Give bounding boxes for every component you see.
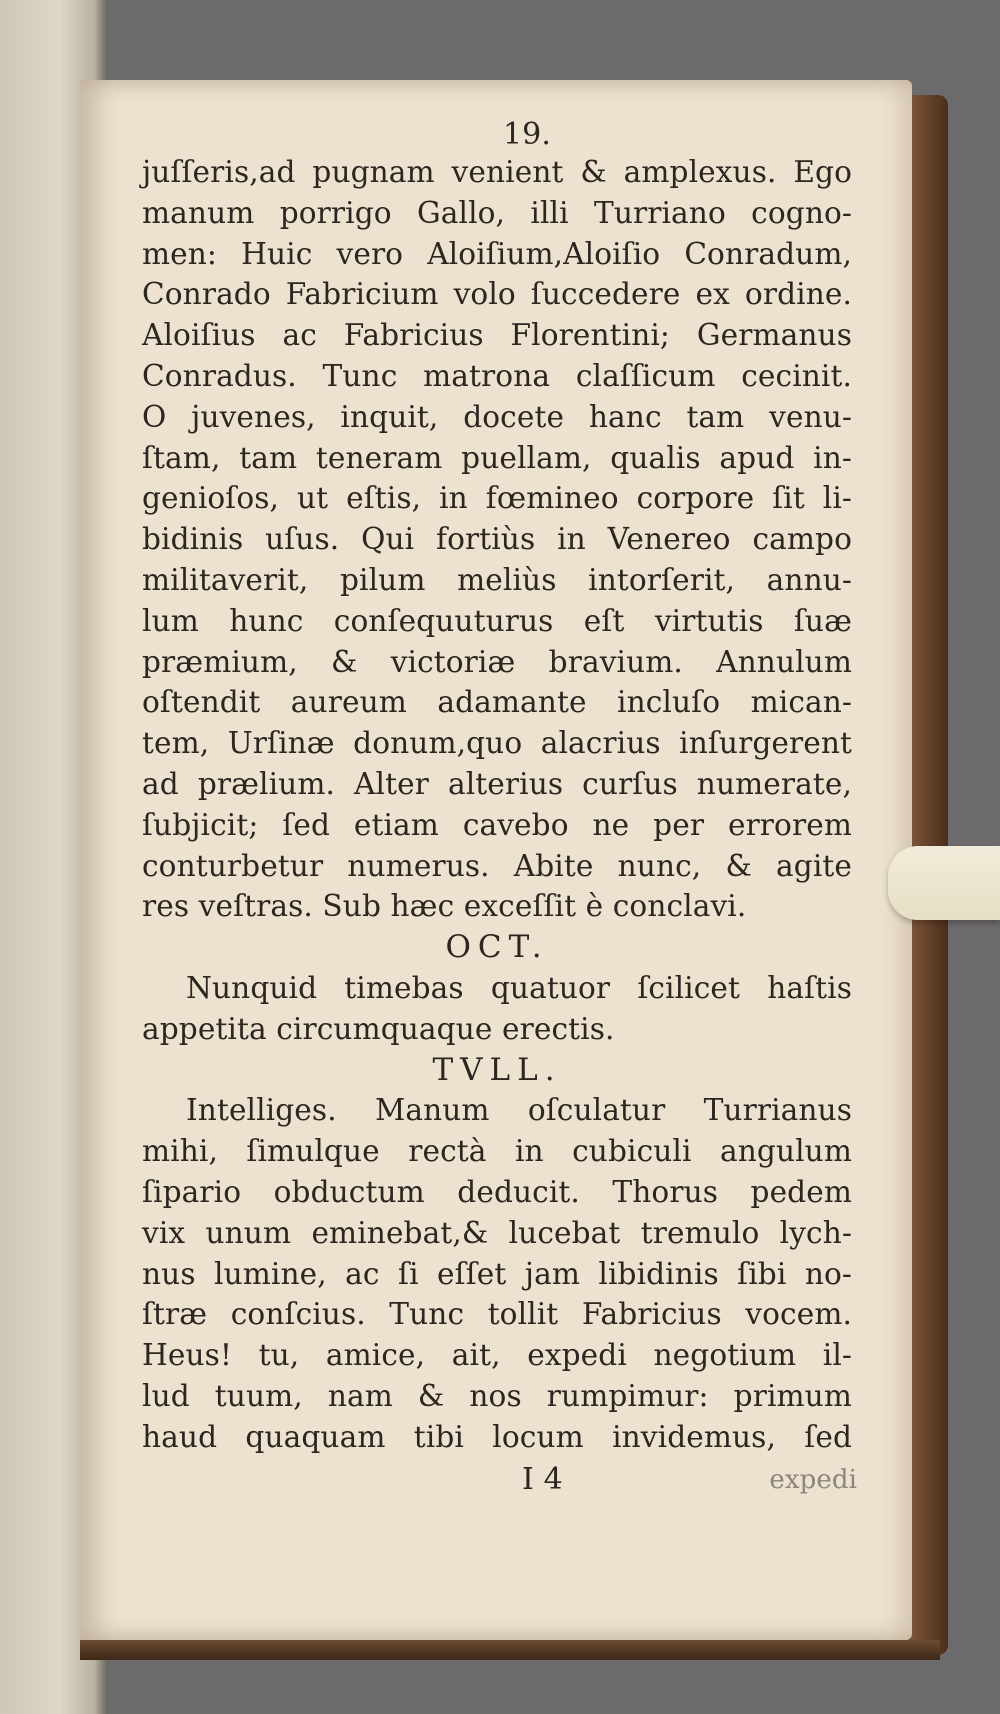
text-line: ſtam, tam teneram puellam, qualis apud in- [142, 440, 852, 475]
speaker-heading: TVLL. [432, 1051, 562, 1088]
text-lines [142, 152, 852, 1458]
text-line: O juvenes, inquit, docete hanc tam venu- [142, 399, 852, 434]
text-line: mihi, ſimulque rectà in cubiculi angulum [142, 1134, 852, 1169]
text-line: lud tuum, nam & nos rumpimur: primum [142, 1378, 852, 1413]
text-line: Conradus. Tunc matrona claſſicum cecinit. [142, 358, 852, 393]
text-line: Aloiſius ac Fabricius Florentini; Germanus [142, 318, 852, 353]
page-text [142, 117, 857, 1502]
text-line: lum hunc conſequuturus eſt virtutis ſuæ [142, 603, 852, 638]
text-line: bidinis uſus. Qui fortiùs in Venereo campo [142, 522, 852, 557]
text-line: men: Huic vero Aloiſium,Aloiſio Conradum, [142, 236, 852, 271]
text-line: ſubjicit; ſed etiam cavebo ne per errorem [142, 807, 852, 842]
text-line: genioſos, ut eſtis, in fœmineo corpore ſit li- [142, 481, 852, 516]
text-line: ad prælium. Alter alterius curſus numerate, [142, 766, 852, 801]
text-line: ſipario obductum deducit. Thorus pedem [142, 1174, 852, 1209]
text-line: militaverit, pilum meliùs intorſerit, annu- [142, 562, 852, 597]
text-line: oſtendit aureum adamante incluſo mican- [142, 685, 852, 720]
signature-mark: I 4 [522, 1461, 563, 1497]
text-line: Nunquid timebas quatuor ſcilicet haſtis [186, 970, 852, 1005]
text-line: appetita circumquaque erectis. [142, 1011, 615, 1046]
bookmark-tab [888, 846, 1000, 920]
text-line: manum porrigo Gallo, illi Turriano cogno- [142, 195, 852, 230]
text-line: nus lumine, ac ſi eſſet jam libidinis ſibi no- [142, 1256, 852, 1291]
text-line: juſſeris,ad pugnam venient & amplexus. Ego [142, 155, 852, 189]
page-number: 19. [502, 117, 551, 152]
speaker-heading: OCT. [445, 929, 549, 966]
text-line: ſtræ conſcius. Tunc tollit Fabricius vocem. [142, 1297, 852, 1332]
text-line: haud quaquam tibi locum invidemus, ſed [142, 1419, 852, 1454]
catchword: expedi [769, 1464, 857, 1495]
text-line: tem, Urſinæ donum,quo alacrius inſurgerent [142, 726, 852, 761]
text-line: præmium, & victoriæ bravium. Annulum [142, 644, 852, 679]
text-line: Intelliges. Manum oſculatur Turrianus [186, 1093, 852, 1128]
text-line: Conrado Fabricium volo ſuccedere ex ordine. [142, 277, 852, 312]
text-line: conturbetur numerus. Abite nunc, & agite [142, 848, 852, 883]
text-line: vix unum eminebat,& lucebat tremulo lych- [142, 1215, 852, 1250]
book-bottom-edge [80, 1640, 940, 1660]
text-line: res veſtras. Sub hæc exceſſit è conclavi. [142, 889, 747, 924]
text-line: Heus! tu, amice, ait, expedi negotium il- [142, 1338, 852, 1373]
page-footer [142, 1458, 857, 1502]
